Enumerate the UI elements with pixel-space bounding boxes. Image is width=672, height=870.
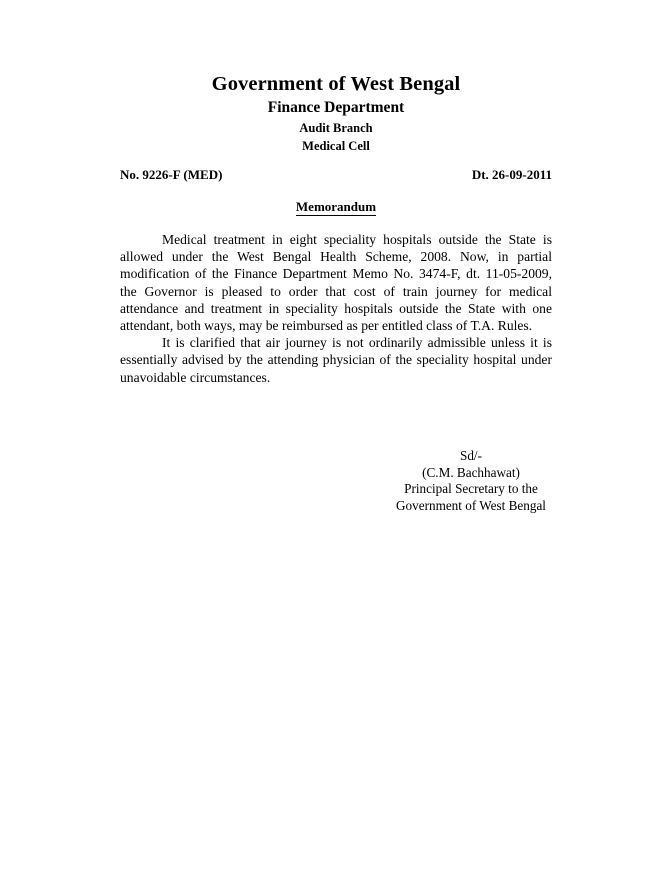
reference-row: [120, 167, 552, 183]
body-paragraph: It is clarified that air journey is not ordinarily admissible unless it is essentially advised by the attending physician of the speciality hospital under unavoidable circumstances.: [120, 335, 552, 385]
signature-sd: Sd/-: [460, 448, 482, 463]
letterhead: [0, 72, 672, 154]
department-title: Finance Department: [267, 99, 405, 117]
memorandum-heading: Memorandum: [295, 199, 377, 214]
branch-title: Audit Branch: [299, 120, 373, 135]
signature-block: [390, 448, 552, 514]
organization-title: Government of West Bengal: [211, 73, 461, 95]
memo-number: No. 9226-F (MED): [120, 167, 223, 182]
body-paragraph: Medical treatment in eight speciality hospitals outside the State is allowed under the West Bengal Health Scheme, 2008. Now, in partial modification of the Finance Department Memo No. 3474-F, dt. 11-05-2009, the Governor is pleased to order that cost of train journey for medical attendance and treatment in speciality hospitals outside the State with one attendant, both ways, may be reimbursed as per entitled class of T.A. Rules.: [120, 232, 552, 334]
signatory-designation-line-1: Principal Secretary to the: [404, 481, 538, 497]
document-body: [120, 231, 552, 386]
memorandum-heading-container: [0, 198, 672, 216]
memo-date: Dt. 26-09-2011: [471, 167, 552, 182]
cell-title: Medical Cell: [302, 138, 370, 153]
signatory-designation-line-2: Government of West Bengal: [396, 497, 546, 513]
signatory-name: (C.M. Bachhawat): [422, 464, 520, 480]
